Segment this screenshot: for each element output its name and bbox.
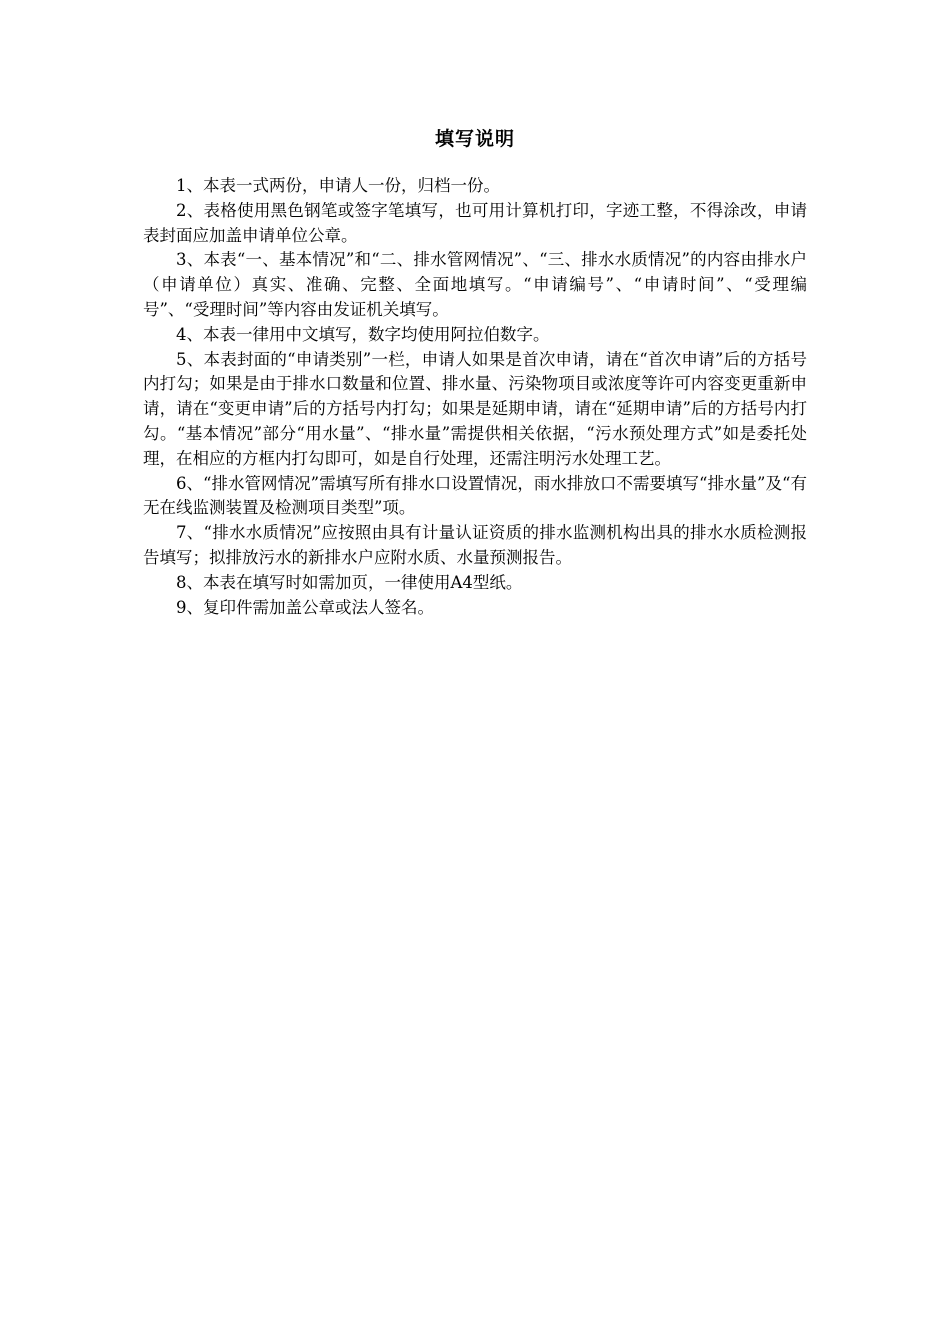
instruction-item-1: 1、本表一式两份，申请人一份，归档一份。 — [176, 176, 500, 195]
page-title: 填写说明 — [434, 128, 515, 150]
instruction-item-8: 8、本表在填写时如需加页，一律使用A4型纸。 — [176, 572, 523, 592]
instruction-item-5: 5、本表封面的“申请类别”一栏，申请人如果是首次申请，请在“首次申请”后的方括号内打勾；如果是由于排水口数量和位置、排水量、污染物项目或浓度等许可内容变更重新申请，请在“变更申请”后的方括号内打勾；如果是延期申请，请在“延期申请”后的方括号内打勾。“基本情况”部分“用水量”、“排水量”需提供相关依据，“污水预处理方式”如是委托处理，在相应的方框内打勾即可，如是自行处理，还需注明污水处理工艺。 — [143, 349, 807, 468]
instruction-item-3: 3、本表“一、基本情况”和“二、排水管网情况”、“三、排水水质情况”的内容由排水户（申请单位）真实、准确、完整、全面地填写。“申请编号”、“申请时间”、“受理编号”、“受理时间”等内容由发证机关填写。 — [143, 250, 807, 319]
instruction-item-4: 4、本表一律用中文填写，数字均使用阿拉伯数字。 — [176, 324, 550, 344]
instruction-item-7: 7、“排水水质情况”应按照由具有计量认证资质的排水监测机构出具的排水水质检测报告填写；拟排放污水的新排水户应附水质、水量预测报告。 — [143, 523, 807, 567]
instruction-item-6: 6、“排水管网情况”需填写所有排水口设置情况，雨水排放口不需要填写“排水量”及“有无在线监测装置及检测项目类型”项。 — [143, 473, 807, 518]
instruction-item-9: 9、复印件需加盖公章或法人签名。 — [176, 597, 434, 617]
instructions-list — [143, 174, 807, 620]
instruction-item-2: 2、表格使用黑色钢笔或签字笔填写，也可用计算机打印，字迹工整，不得涂改，申请表封面应加盖申请单位公章。 — [143, 200, 807, 245]
